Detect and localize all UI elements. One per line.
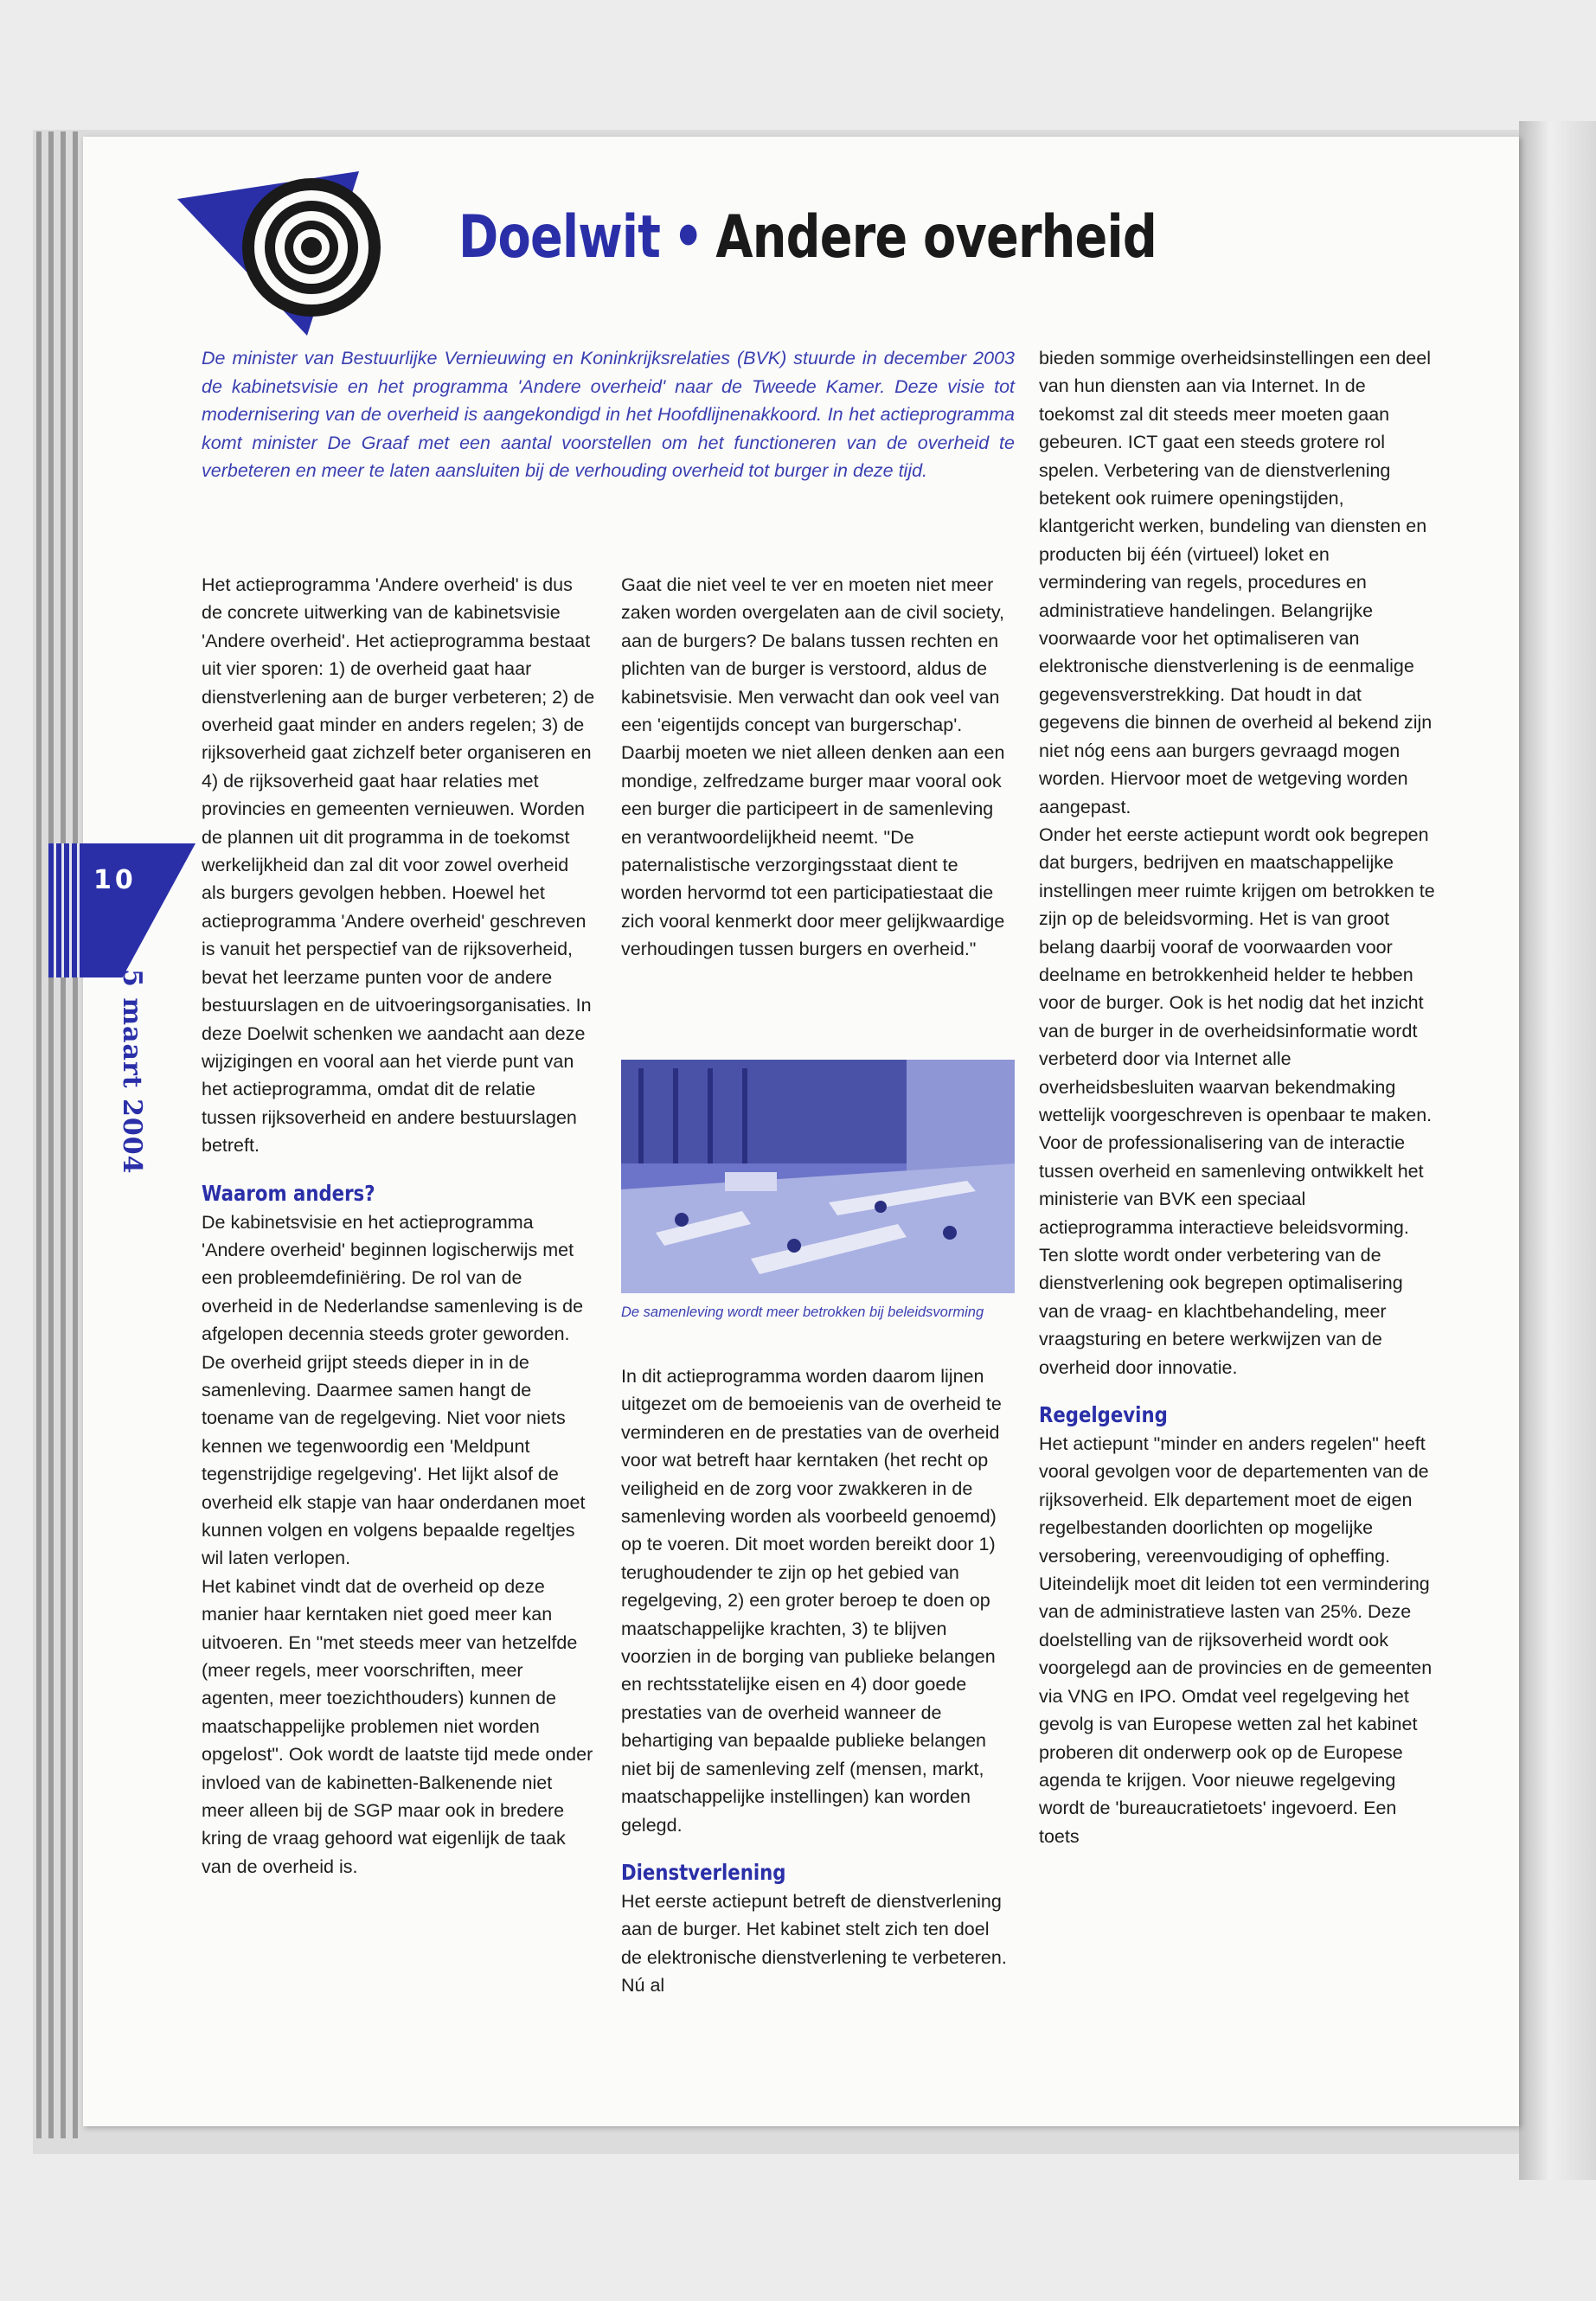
photo-caption: De samenleving wordt meer betrokken bij beleidsvorming [621,1304,984,1320]
page-edge [61,131,66,2138]
parliament-photo [621,1060,1015,1293]
body-paragraph: In dit actieprogramma worden daarom lijnen uitgezet om de bemoeienis van de overheid te verminderen en de prestaties van de overheid voor wat betreft haar kerntaken (het recht op veiligheid en de zorg voor zwakkeren in de samenleving worden als voorbeeld genoemd) op te voeren. Dit moet worden bereikt door 1) terughoudender te zijn op het gebied van regelgeving, 2) een groter beroep te doen op maatschappelijke krachten, 3) te blijven voorzien in de borging van publieke belangen en rechtsstatelijke eisen en 4) door goede prestaties van de overheid wanneer de behartiging van bepaalde publieke belangen niet bij de samenleving zelf (mensen, markt, maatschappelijke instellingen) kan worden gelegd. [621,1366,1002,1836]
section-heading-waarom-anders: Waarom anders? [202,1180,375,1206]
intro-paragraph: De minister van Bestuurlijke Vernieuwing en Koninkrijksrelaties (BVK) stuurde in december 2003 de kabinetsvisie en het programma 'Andere overheid' naar de Tweede Kamer. Deze visie tot modernisering van de overheid is aangekondigd in het Hoofdlijnenakkoord. In het actieprogramma komt minister De Graaf met een aantal voorstellen om het functioneren van de overheid te verbeteren en meer te laten aansluiten bij de verhouding overheid tot burger in deze tijd. [202,348,1015,482]
title-andere-overheid: Andere overheid [715,203,1157,272]
body-paragraph: Onder het eerste actiepunt wordt ook begrepen dat burgers, bedrijven en maatschappelijke instellingen meer ruimte krijgen om betrokken te zijn op de beleidsvorming. Het is van groot belang daarbij vooraf de voorwaarden voor deelname en betrokkenheid helder te hebben voor de burger. Ook is het nodig dat het inzicht van de burger in de overheidsinformatie wordt verbeterd door via Internet alle overheidsbesluiten waarvan bekendmaking wettelijk voorgeschreven is openbaar te maken. Voor de professionalisering van de interactie tussen overheid en samenleving ontwikkelt het ministerie van BVK een speciaal actieprogramma interactieve beleidsvorming. [1039,824,1435,1238]
body-paragraph: bieden sommige overheidsinstellingen een deel van hun diensten aan via Internet. In de toekomst zal dit steeds meer moeten gaan gebeuren. ICT gaat een steeds grotere rol spelen. Verbetering van de dienstverlening betekent ook ruimere openingstijden, klantgericht werken, bundeling van diensten en producten bij één (virtueel) loket en vermindering van regels, procedures en administratieve handelingen. Belangrijke voorwaarde voor het optimaliseren van elektronische dienstverlening is de eenmalige gegevensverstrekking. Dat houdt in dat gegevens die binnen de overheid al bekend zijn niet nóg eens aan burgers gevraagd mogen worden. Hiervoor moet de wetgeving worden aangepast. [1039,348,1433,817]
body-paragraph: Ten slotte wordt onder verbetering van de dienstverlening ook begrepen optimalisering van de vraag- en klachtbehandeling, meer vraagsturing en betere werkwijzen van de overheid door innovatie. [1039,1245,1403,1378]
facing-page-strip [1519,121,1596,2180]
page-edge [48,131,54,2138]
column-3 [1039,344,1437,1850]
target-logo-icon [177,171,437,336]
page-edge [36,131,42,2138]
page-title [458,203,1157,272]
body-paragraph: Het kabinet vindt dat de overheid op deze manier haar kerntaken niet goed meer kan uitvoeren. En "met steeds meer van hetzelfde (meer regels, meer voorschriften, meer agenten, meer toezichthouders) kunnen de maatschappelijke problemen niet worden opgelost". Ook wordt de laatste tijd mede onder invloed van de kabinetten-Balkenende niet meer alleen bij de SGP maar ook in bredere kring de vraag gehoord wat eigenlijk de taak van de overheid is. [202,1575,593,1877]
body-paragraph: Gaat die niet veel te ver en moeten niet meer zaken worden overgelaten aan de civil society, aan de burgers? De balans tussen rechten en plichten van de burger is verstoord, aldus de kabinetsvisie. Men verwacht dan ook veel van een 'eigentijds concept van burgerschap'. Daarbij moeten we niet alleen denken aan een mondige, zelfredzame burger maar vooral ook een burger die participeert in de samenleving en verantwoordelijkheid neemt. "De paternalistische verzorgingsstaat dient te worden hervormd tot een participatiestaat die zich vooral kenmerkt door meer gelijkwaardige verhoudingen tussen burgers en overheid." [621,574,1005,960]
section-heading-dienstverlening: Dienstverlening [621,1859,786,1885]
body-paragraph: De kabinetsvisie en het actieprogramma 'Andere overheid' beginnen logischerwijs met een probleemdefiniëring. De rol van de overheid in de Nederlandse samenleving is de afgelopen decennia steeds groter geworden. De overheid grijpt steeds dieper in in de samenleving. Daarmee samen hangt de toename van de regelgeving. Niet voor niets kennen we tegenwoordig een 'Meldpunt tegenstrijdige regelgeving'. Het lijkt alsof de overheid elk stapje van haar onderdanen moet kunnen volgen en volgens bepaalde regeltjes wil laten verlopen. [202,1211,586,1569]
body-paragraph: Het actiepunt "minder en anders regelen" heeft vooral gevolgen voor de departementen van de rijksoverheid. Elk departement moet de eigen regelbestanden doorlichten op mogelijke versobering, vereenvoudiging of opheffing. Uiteindelijk moet dit leiden tot een vermindering van de administratieve lasten van 25%. Deze doelstelling van de rijksoverheid wordt ook voorgelegd aan de provincies en de gemeenten via VNG en IPO. Omdat veel regelgeving het gevolg is van Europese wetten zal het kabinet proberen dit onderwerp ook op de Europese agenda te krijgen. Voor nieuwe regelgeving wordt de 'bureaucratietoets' ingevoerd. Een toets [1039,1433,1433,1847]
page-number: 10 [93,865,137,895]
page-edge [73,131,78,2138]
title-separator: • [672,203,703,272]
title-doelwit: Doelwit [458,203,661,272]
column-2 [621,571,1015,964]
section-heading-regelgeving: Regelgeving [1039,1402,1168,1428]
column-1 [202,571,595,1881]
body-paragraph: Het actieprogramma 'Andere overheid' is dus de concrete uitwerking van de kabinetsvisie 'Andere overheid'. Het actieprogramma bestaat uit vier sporen: 1) de overheid gaat haar dienstverlening aan de burger verbeteren; 2) de overheid gaat minder en anders regelen; 3) de rijksoverheid gaat zichzelf beter organiseren en 4) de rijksoverheid gaat haar relaties met provincies en gemeenten vernieuwen. Worden de plannen uit dit programma in de toekomst werkelijkheid dan zal dit voor zowel overheid als burgers gevolgen hebben. Hoewel het actieprogramma 'Andere overheid' geschreven is vanuit het perspectief van de rijksoverheid, bevat het leerzame punten voor de andere bestuurslagen en de uitvoeringsorganisaties. In deze Doelwit schenken we aandacht aan deze wijzigingen en vooral aan het vierde punt van het actieprogramma, omdat dit de relatie tussen rijksoverheid en andere bestuurslagen betreft. [202,574,595,1157]
issue-date: 5 maart 2004 [117,969,147,1175]
body-paragraph: Het eerste actiepunt betreft de dienstverlening aan de burger. Het kabinet stelt zich ten doel de elektronische dienstverlening te verbeteren. Nú al [621,1890,1007,1997]
column-2-lower [621,1362,1015,2000]
